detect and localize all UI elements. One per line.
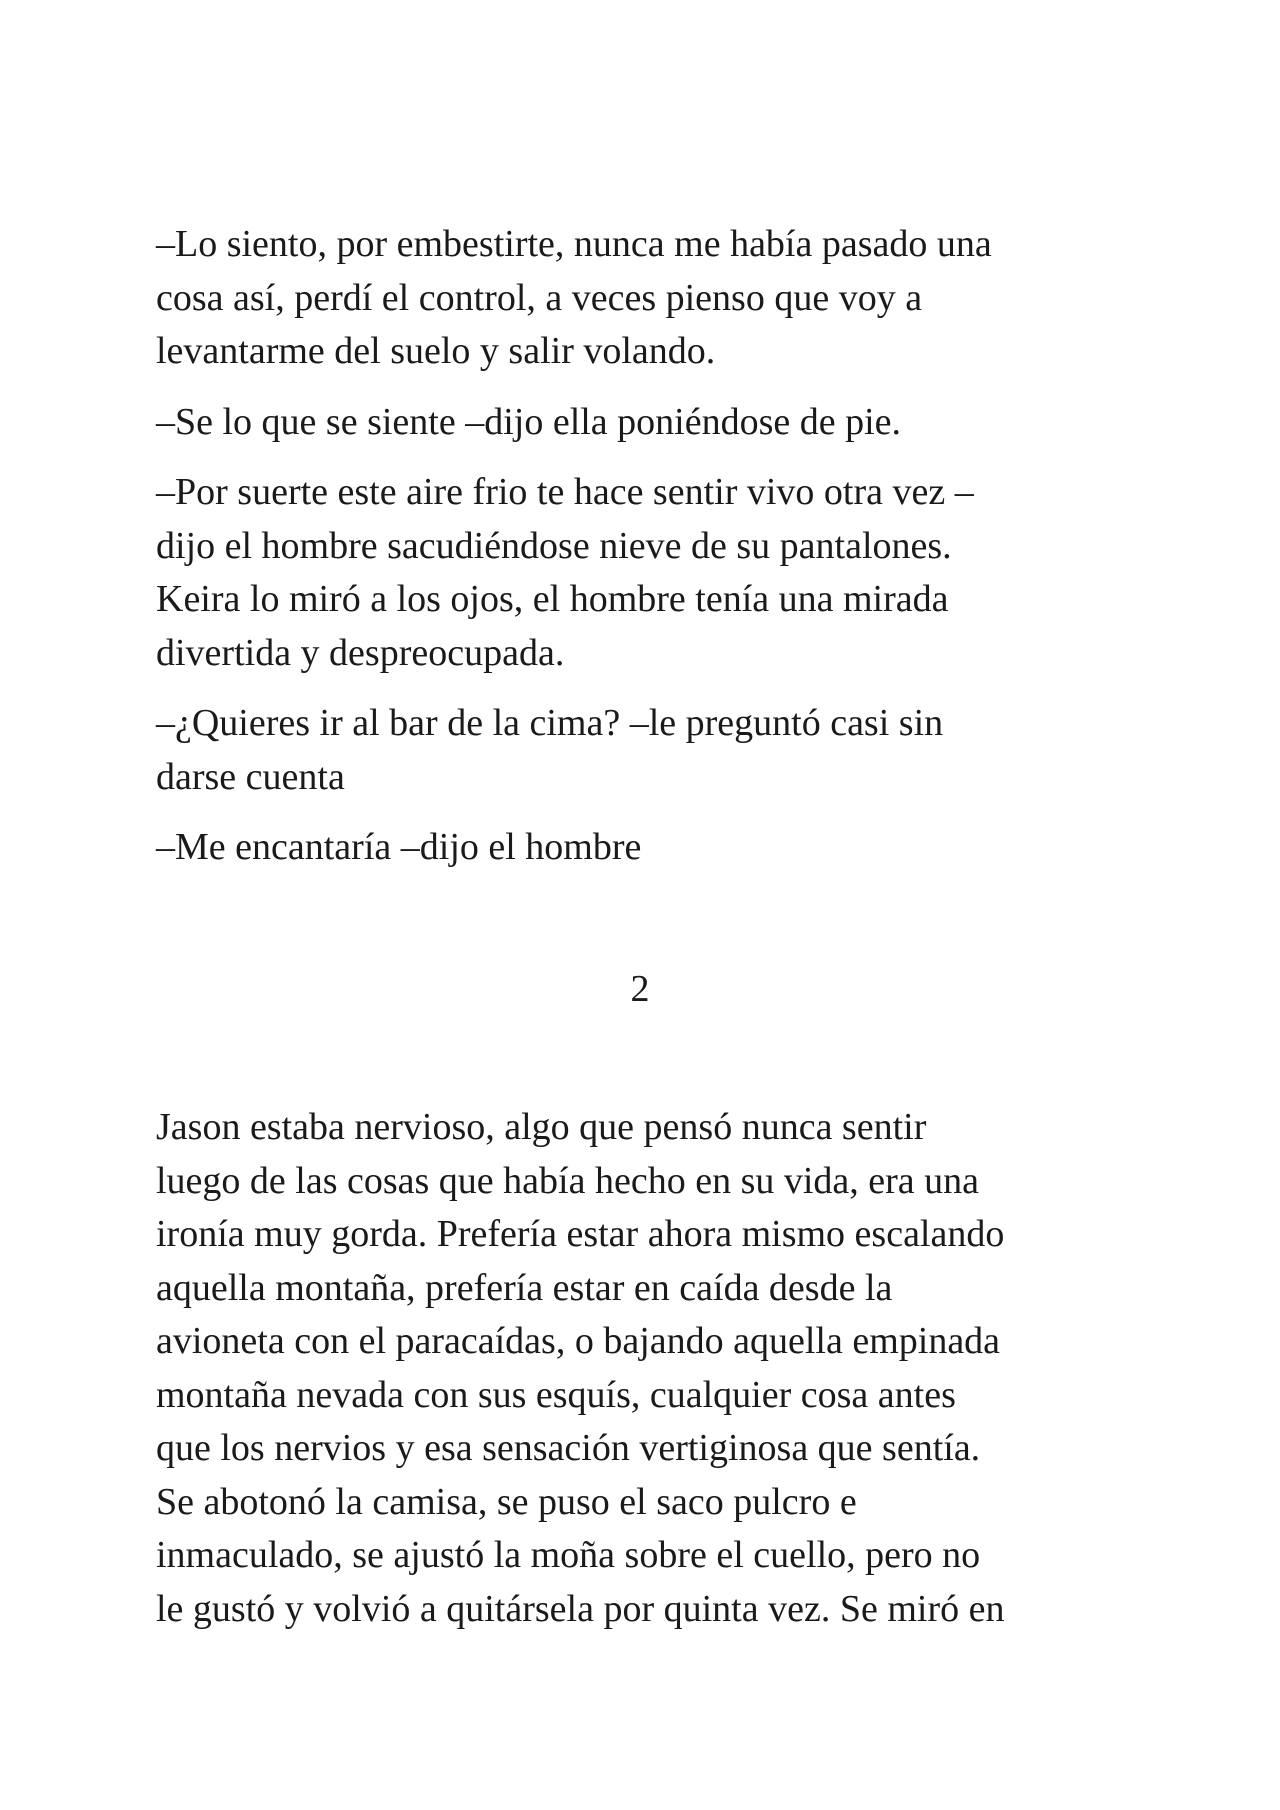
text-line: Jason estaba nervioso, algo que pensó nunca sentir: [156, 1106, 927, 1148]
text-line: –Lo siento, por embestirte, nunca me había pasado una: [156, 223, 992, 265]
chapter-number: 2: [630, 968, 650, 1010]
text-line: ironía muy gorda. Prefería estar ahora mismo escalando: [156, 1213, 1005, 1255]
text-line: avioneta con el paracaídas, o bajando aquella empinada: [156, 1320, 1001, 1362]
text-line: le gustó y volvió a quitársela por quinta vez. Se miró en: [156, 1587, 1005, 1630]
text-line: –Se lo que se siente –dijo ella poniéndose de pie.: [156, 400, 902, 443]
dialogue-paragraph-2: [156, 396, 1156, 450]
text-line: –Por suerte este aire frio te hace sentir vivo otra vez –: [156, 471, 974, 513]
text-line: Se abotonó la camisa, se puso el saco pulcro e: [156, 1480, 857, 1523]
text-line: que los nervios y esa sensación vertiginosa que sentía.: [156, 1427, 981, 1469]
dialogue-paragraph-3: [156, 466, 1156, 680]
text-line: divertida y despreocupada.: [156, 631, 565, 674]
text-line: dijo el hombre sacudiéndose nieve de su pantalones.: [156, 524, 952, 567]
text-line: darse cuenta: [156, 755, 345, 798]
text-line: aquella montaña, prefería estar en caída desde la: [156, 1266, 893, 1309]
text-line: Keira lo miró a los ojos, el hombre tenía una mirada: [156, 578, 949, 620]
text-line: montaña nevada con sus esquís, cualquier cosa antes: [156, 1373, 956, 1416]
dialogue-section: [156, 218, 1156, 892]
text-line: –¿Quieres ir al bar de la cima? –le preguntó casi sin: [156, 702, 944, 744]
dialogue-paragraph-1: [156, 218, 1156, 379]
text-line: luego de las cosas que había hecho en su vida, era una: [156, 1159, 980, 1202]
text-line: levantarme del suelo y salir volando.: [156, 330, 716, 372]
text-line: –Me encantaría –dijo el hombre: [156, 826, 642, 868]
dialogue-paragraph-5: [156, 821, 1156, 875]
narrative-paragraph: [156, 1101, 1156, 1636]
dialogue-paragraph-4: [156, 697, 1156, 804]
text-line: cosa así, perdí el control, a veces pienso que voy a: [156, 276, 923, 319]
text-line: inmaculado, se ajustó la moña sobre el cuello, pero no: [156, 1534, 981, 1576]
